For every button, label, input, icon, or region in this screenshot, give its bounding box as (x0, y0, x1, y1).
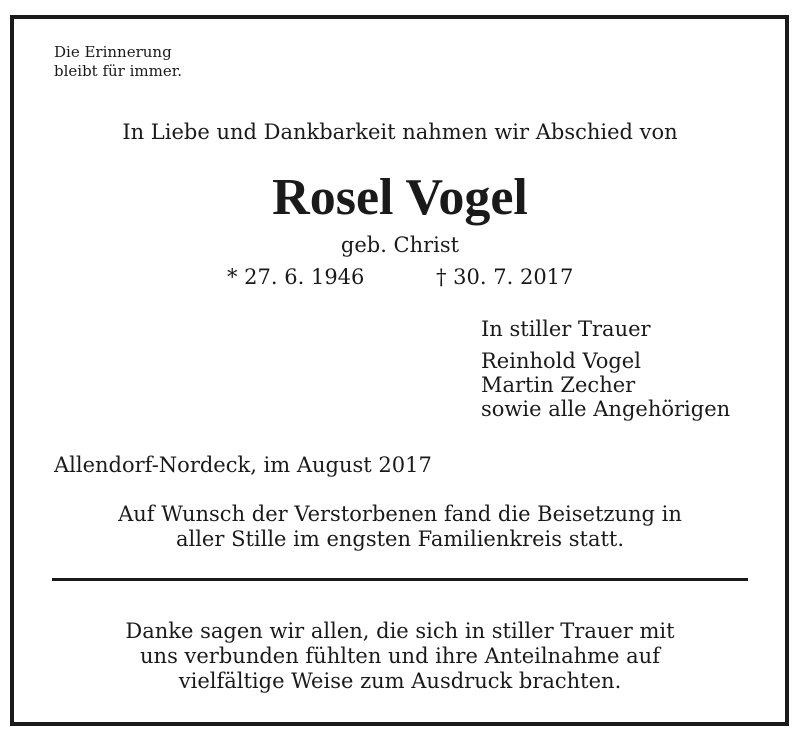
deceased-name: Rosel Vogel (272, 169, 528, 226)
mourners-block (481, 317, 730, 421)
thanks-line-1: Danke sagen wir allen, die sich in stiller Trauer mit (125, 619, 675, 643)
burial-line-1: Auf Wunsch der Verstorbenen fand die Beisetzung in (118, 502, 682, 526)
birth-date: * 27. 6. 1946 (227, 265, 365, 289)
burial-note (0, 502, 800, 552)
death-date: † 30. 7. 2017 (436, 265, 574, 289)
thanks-note (0, 619, 800, 694)
quote-line-1: Die Erinnerung (54, 43, 172, 61)
place-date: Allendorf-Nordeck, im August 2017 (54, 453, 432, 477)
memorial-quote (54, 43, 182, 81)
burial-line-2: aller Stille im engsten Familienkreis statt. (175, 527, 625, 551)
mourners-heading: In stiller Trauer (481, 317, 651, 341)
divider (52, 578, 748, 581)
mourner-name: Martin Zecher (481, 373, 636, 397)
mourner-name: Reinhold Vogel (481, 349, 641, 373)
thanks-line-2: uns verbunden fühlten und ihre Anteilnahme auf (140, 644, 660, 668)
maiden-name: geb. Christ (340, 233, 460, 257)
thanks-line-3: vielfältige Weise zum Ausdruck brachten. (178, 669, 622, 693)
mourner-name: sowie alle Angehörigen (481, 397, 731, 421)
quote-line-2: bleibt für immer. (54, 62, 183, 80)
intro-text: In Liebe und Dankbarkeit nahmen wir Abschied von (122, 120, 678, 144)
